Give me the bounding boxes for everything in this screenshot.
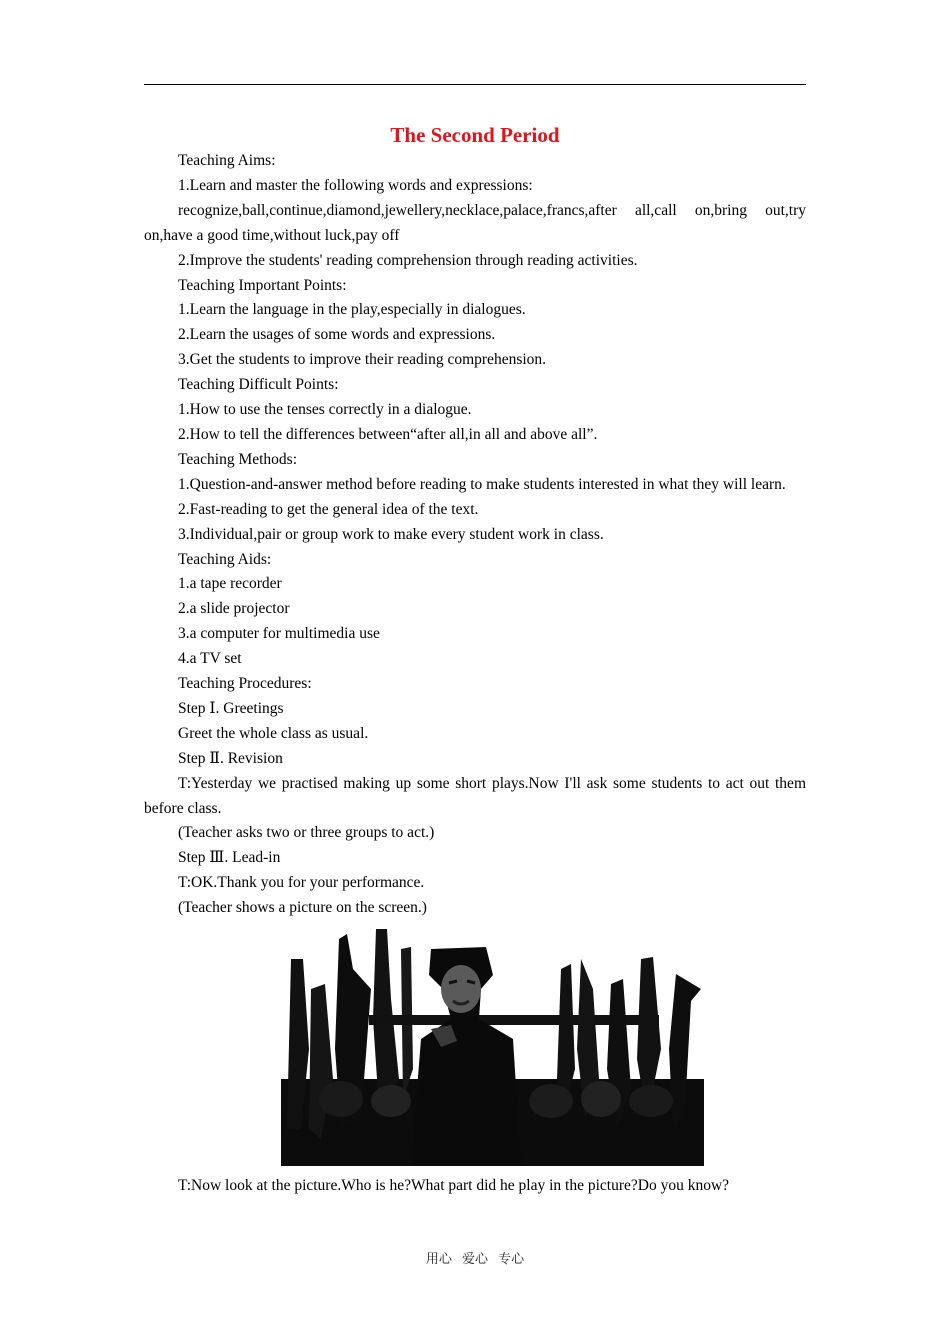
paragraph: T:OK.Thank you for your performance. [178,874,425,892]
page-footer: 用心 爱心 专心 [425,1252,525,1267]
film-still-image [281,929,704,1166]
paragraph: Step Ⅰ. Greetings [178,699,284,717]
paragraph: 3.Get the students to improve their reading comprehension. [178,351,547,369]
paragraph: 2.a slide projector [178,600,290,618]
paragraph: 3.Individual,pair or group work to make every student work in class. [178,525,604,543]
paragraph: 3.a computer for multimedia use [178,625,380,643]
paragraph: 2.Improve the students' reading comprehension through reading activities. [178,251,638,269]
paragraph: recognize,ball,continue,diamond,jewellery,necklace,palace,francs,after all,call on,bring out,try on,have a good time,without luck,pay off [144,201,806,244]
paragraph: 4.a TV set [178,650,242,668]
paragraph: 1.Learn and master the following words and expressions: [178,176,533,194]
paragraph: T:Now look at the picture.Who is he?What part did he play in the picture?Do you know? [178,1177,730,1195]
paragraph: Teaching Important Points: [178,276,347,294]
paragraph: 2.Fast-reading to get the general idea of the text. [178,500,479,518]
paragraph: Teaching Difficult Points: [178,376,339,394]
paragraph: 1.Question-and-answer method before reading to make students interested in what they will learn. [178,475,786,493]
paragraph: 1.How to use the tenses correctly in a dialogue. [178,401,472,419]
paragraph: (Teacher shows a picture on the screen.) [178,899,427,917]
paragraph: Step Ⅱ. Revision [178,749,283,767]
document-body [144,149,806,1199]
paragraphs-before-figure [144,149,806,921]
film-still-figure [281,929,704,1166]
paragraph: 2.Learn the usages of some words and expressions. [178,326,496,344]
paragraph: (Teacher asks two or three groups to act.) [178,824,435,842]
paragraph: Step Ⅲ. Lead-in [178,849,281,867]
paragraph: Teaching Methods: [178,450,298,468]
paragraph: Teaching Procedures: [178,675,312,693]
header-rule [144,84,806,85]
paragraph: 1.Learn the language in the play,especially in dialogues. [178,301,526,319]
paragraph: 1.a tape recorder [178,575,282,593]
paragraph: 2.How to tell the differences between“after all,in all and above all”. [178,425,598,443]
document-title: The Second Period [390,123,560,147]
paragraph: Teaching Aims: [178,152,276,169]
paragraph: T:Yesterday we practised making up some short plays.Now I'll ask some students to act out them before class. [144,774,806,817]
paragraphs-after-figure [144,1174,806,1199]
paragraph: Teaching Aids: [178,550,272,568]
paragraph: Greet the whole class as usual. [178,724,369,742]
